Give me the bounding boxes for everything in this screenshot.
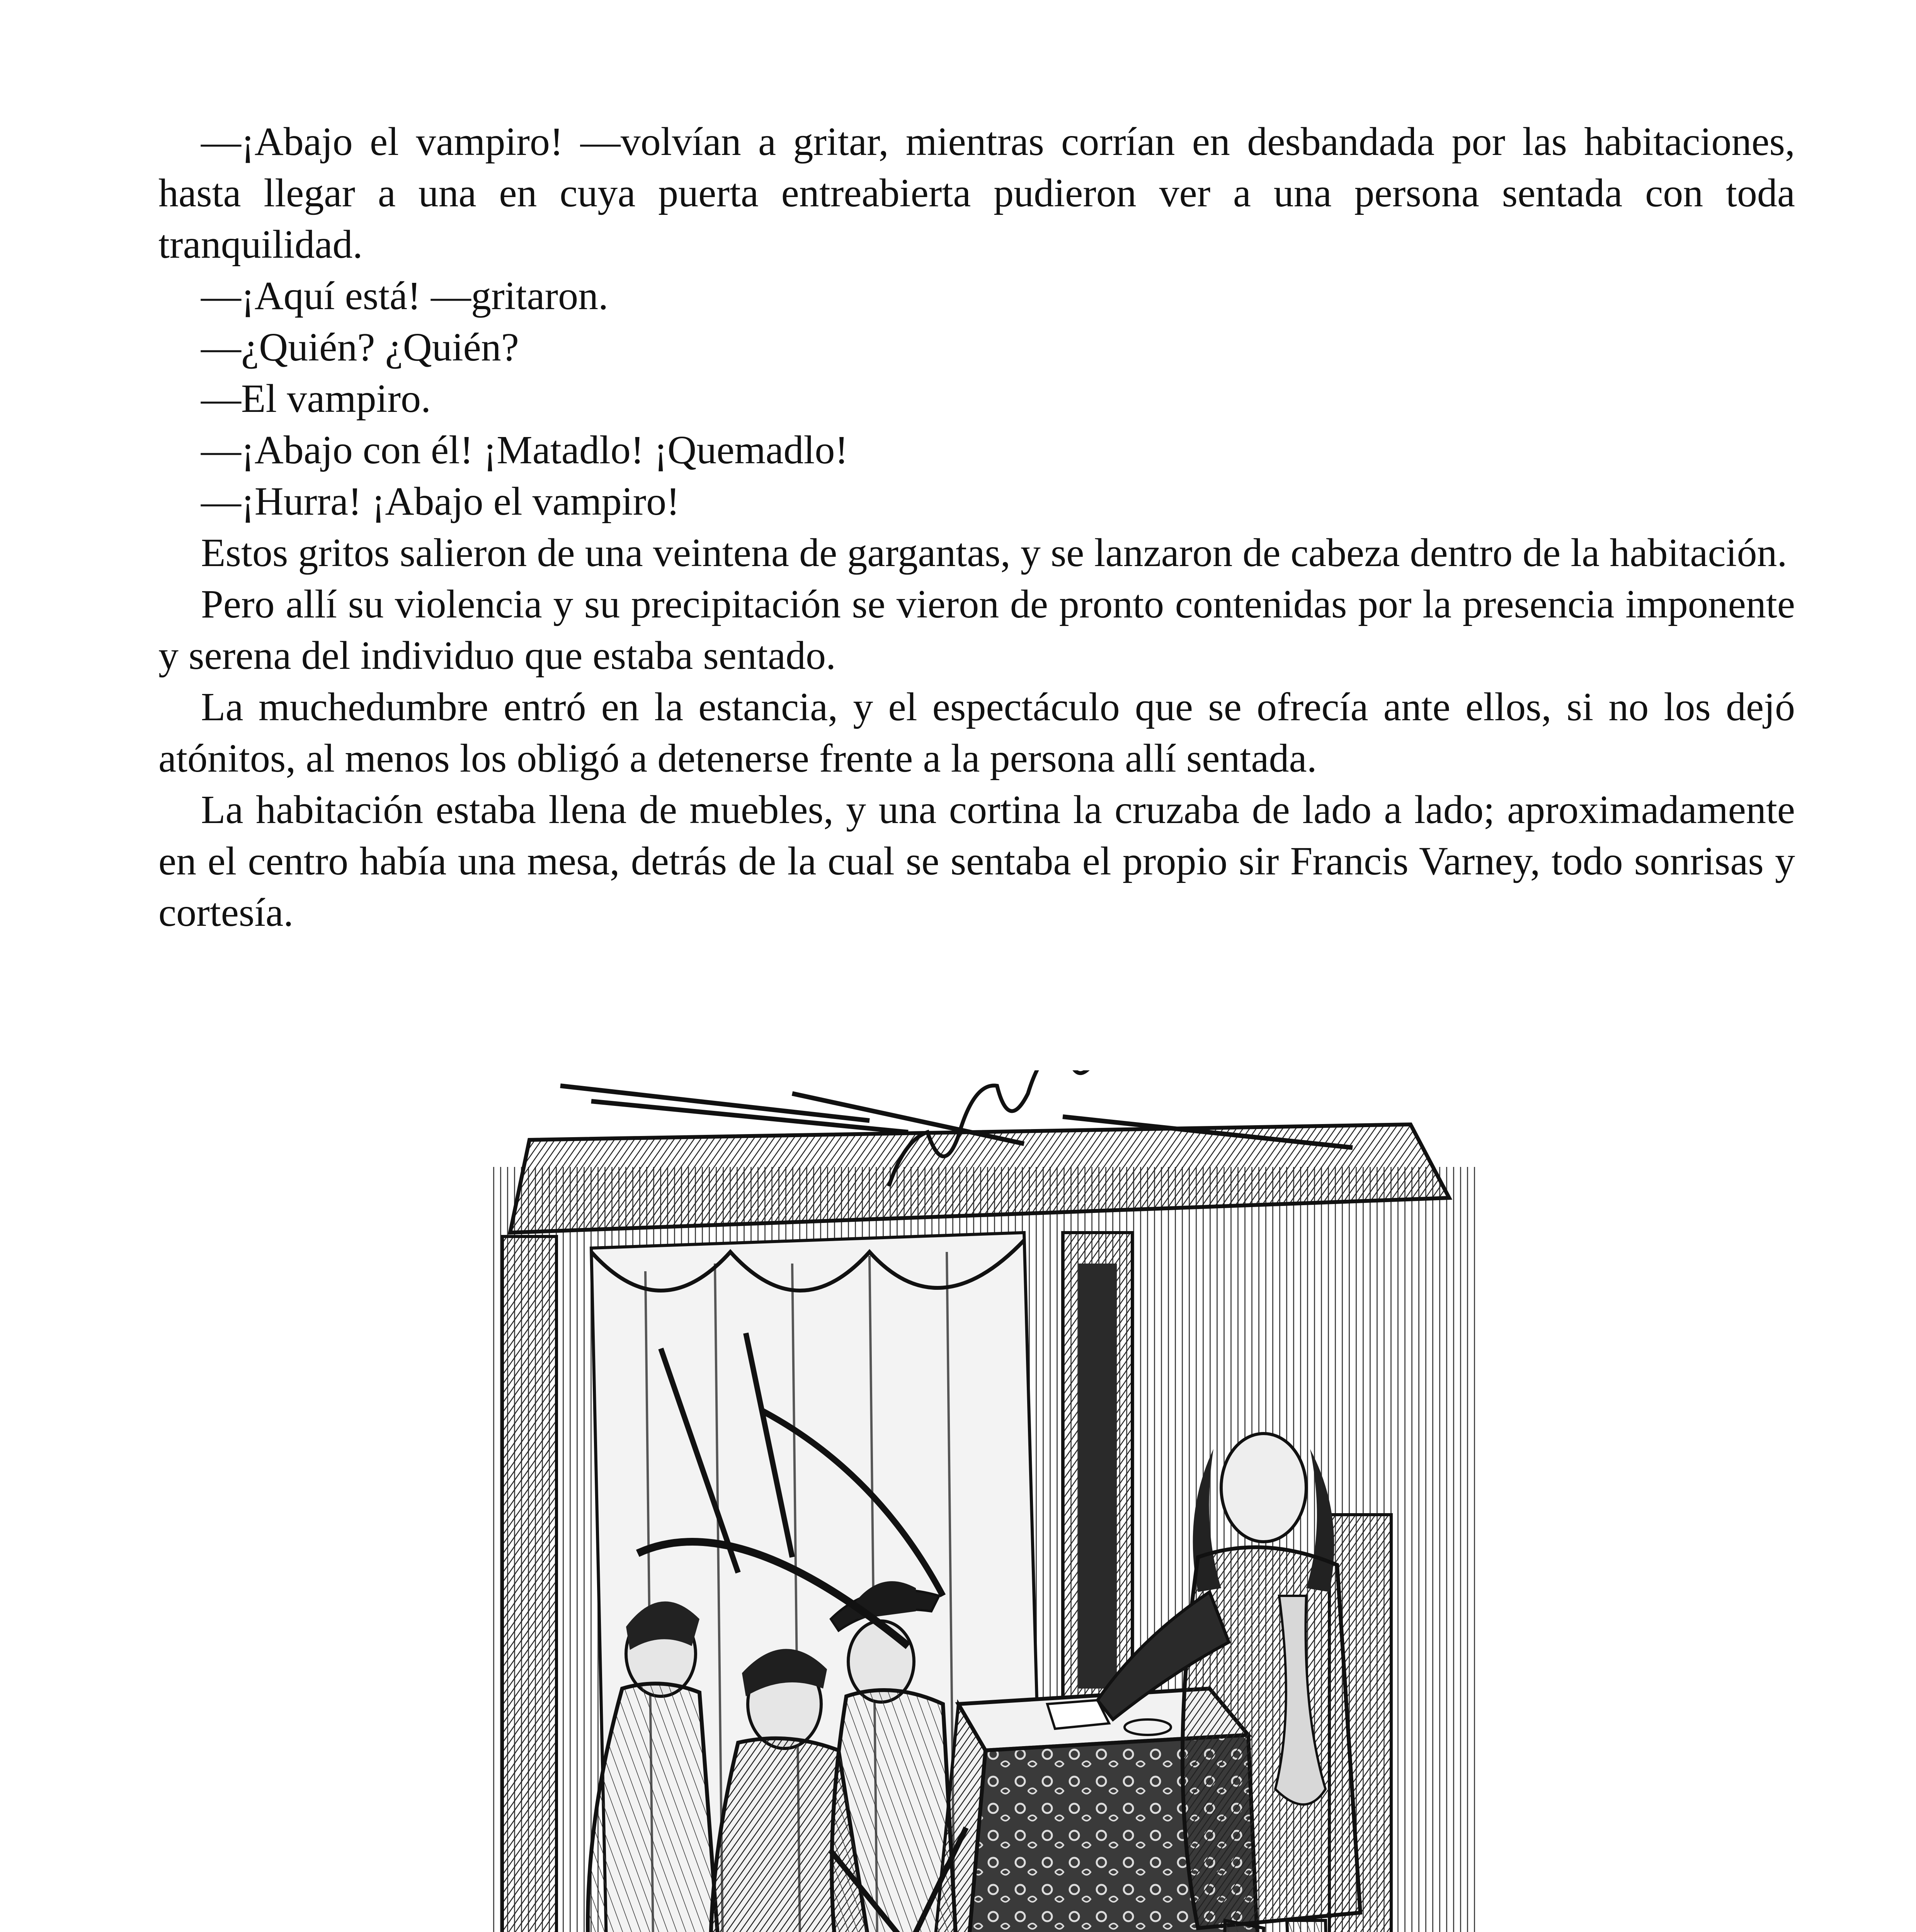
paragraph: —El vampiro. (201, 376, 431, 421)
paragraph: —¿Quién? ¿Quién? (201, 325, 519, 369)
body-text (158, 116, 1795, 938)
paragraph: La habitación estaba llena de muebles, y una cortina la cruzaba de lado a lado; aproximadamente en el centro había una mesa, detrás de la cual se sentaba el propio sir Francis Varney, todo sonrisas y cortesía. (158, 787, 1795, 935)
paragraph: —¡Abajo con él! ¡Matadlo! ¡Quemadlo! (201, 428, 848, 472)
engraving-scene (444, 1070, 1519, 1932)
paragraph: Estos gritos salieron de una veintena de gargantas, y se lanzaron de cabeza dentro de la habitación. (201, 531, 1787, 575)
engraving-illustration (444, 1070, 1519, 1932)
paragraph: —¡Abajo el vampiro! —volvían a gritar, mientras corrían en desbandada por las habitaciones, hasta llegar a una en cuya puerta entreabierta pudieron ver a una persona sentada con toda tranquilidad. (158, 119, 1795, 267)
paragraph: —¡Aquí está! —gritaron. (201, 274, 609, 318)
paragraph: —¡Hurra! ¡Abajo el vampiro! (201, 479, 680, 524)
paragraph: La muchedumbre entró en la estancia, y el espectáculo que se ofrecía ante ellos, si no los dejó atónitos, al menos los obligó a detenerse frente a la persona allí sentada. (158, 685, 1795, 781)
paragraph: Pero allí su violencia y su precipitación se vieron de pronto contenidas por la presencia imponente y serena del individuo que estaba sentado. (158, 582, 1795, 678)
